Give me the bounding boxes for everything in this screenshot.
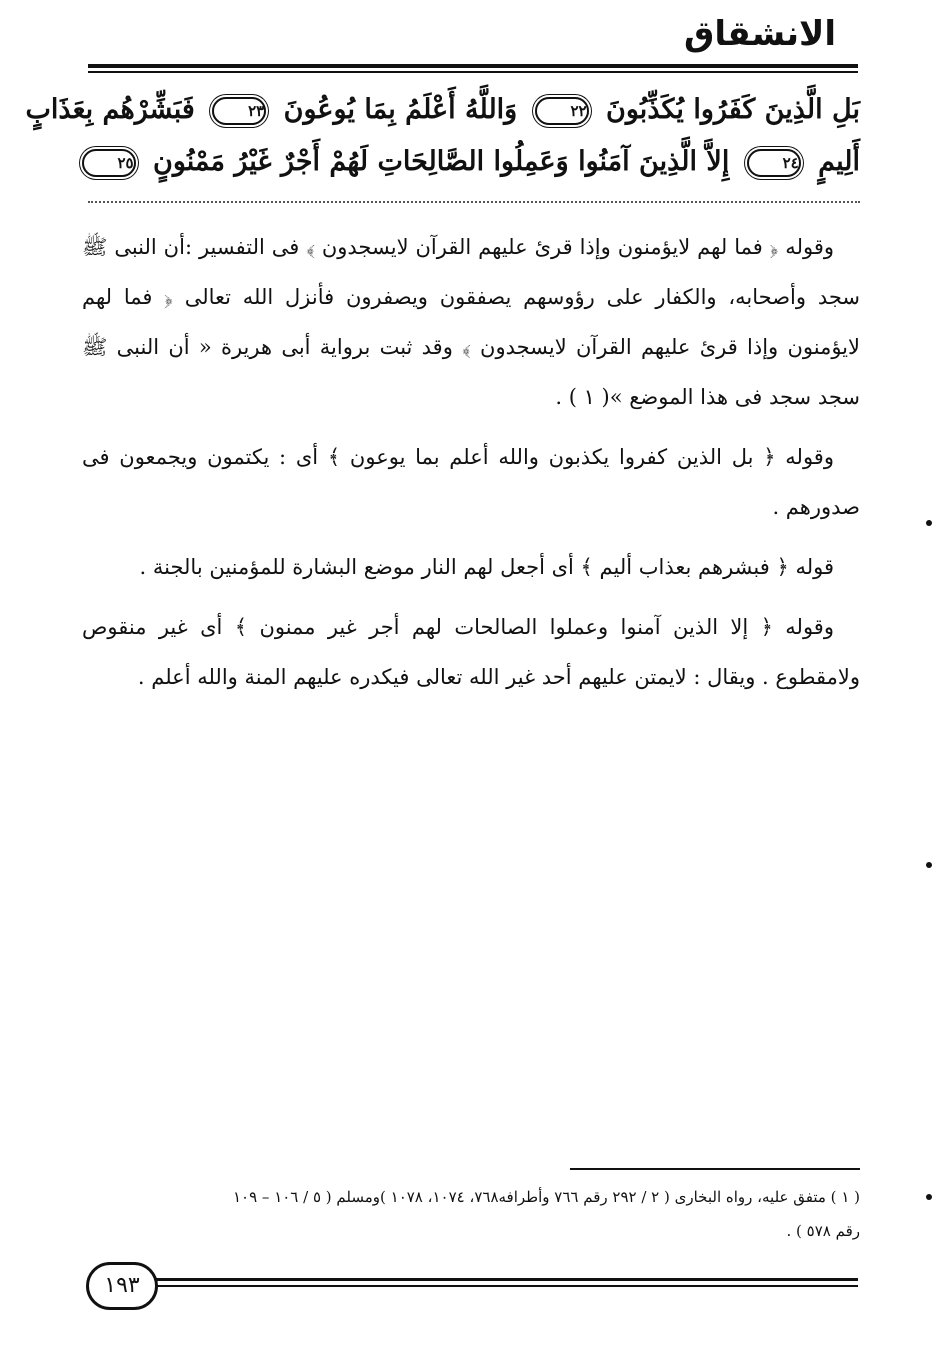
commentary-paragraph: قوله ﴿ فبشرهم بعذاب أليم ﴾ أى أجعل لهم النار موضع البشارة للمؤمنين بالجنة . xyxy=(139,555,834,579)
commentary-body xyxy=(82,222,860,712)
commentary-paragraph: وقوله ﴿ بل الذين كفروا يكذبون والله أعلم بما يوعون ﴾ أى : يكتمون ويجمعون فى صدورهم . xyxy=(82,445,860,519)
surah-title: الانشقاق xyxy=(684,14,836,54)
footnote-line: رقم ٥٧٨ ) . xyxy=(786,1222,860,1240)
scan-mark xyxy=(926,862,932,868)
verse-line-1 xyxy=(25,84,860,136)
page-number: ١٩٣ xyxy=(86,1262,158,1310)
verse-number-marker: ٢٥ xyxy=(82,149,136,177)
verse-text: أَلِيمٍ xyxy=(818,146,860,177)
verse-number-marker: ٢٢ xyxy=(535,97,589,125)
verse-text: بَلِ الَّذِينَ كَفَرُوا يُكَذِّبُونَ xyxy=(606,94,860,125)
scan-mark xyxy=(926,520,932,526)
scan-mark xyxy=(926,1194,932,1200)
verse-separator xyxy=(88,201,860,203)
verse-text: إِلاَّ الَّذِينَ آمَنُوا وَعَمِلُوا الصَّالِحَاتِ لَهُمْ أَجْرٌ غَيْرُ مَمْنُونٍ xyxy=(152,146,730,177)
header-rule-thin xyxy=(88,71,858,73)
verse-line-2 xyxy=(82,136,860,188)
footer-rule-thin xyxy=(150,1285,858,1287)
footnote xyxy=(82,1180,860,1248)
footer-rule xyxy=(150,1278,858,1281)
verse-text: وَاللَّهُ أَعْلَمُ بِمَا يُوعُونَ xyxy=(283,94,518,125)
header-rule xyxy=(88,64,858,68)
footnote-line: ( ١ ) متفق عليه، رواه البخارى ( ٢ / ٢٩٢ رقم ٧٦٦ وأطرافه٧٦٨، ١٠٧٤، ١٠٧٨ )ومسلم ( ٥ / ١٠٦ – ١٠٩ xyxy=(232,1188,860,1206)
verse-number-marker: ٢٤ xyxy=(747,149,801,177)
commentary-paragraph: وقوله ﴿ فما لهم لايؤمنون وإذا قرئ عليهم القرآن لايسجدون ﴾ فى التفسير :أن النبى ﷺ سجد وأصحابه، والكفار على رؤوسهم يصفقون ويصفرون فأنزل الله تعالى ﴿ فما لهم لايؤمنون وإذا قرئ عليهم القرآن لايسجدون ﴾ وقد ثبت برواية أبى هريرة « أن النبى ﷺ سجد سجد فى هذا الموضع »( ١ ) . xyxy=(82,235,860,409)
verse-text: فَبَشِّرْهُم بِعَذَابٍ xyxy=(25,94,195,125)
footnote-rule xyxy=(570,1168,860,1170)
verse-number-marker: ٢٣ xyxy=(212,97,266,125)
commentary-paragraph: وقوله ﴿ إلا الذين آمنوا وعملوا الصالحات لهم أجر غير ممنون ﴾ أى غير منقوص ولامقطوع . ويقال : لايمتن عليهم أحد غير الله تعالى فيكدره عليهم المنة والله أعلم . xyxy=(82,615,860,689)
quran-verses xyxy=(25,84,860,188)
